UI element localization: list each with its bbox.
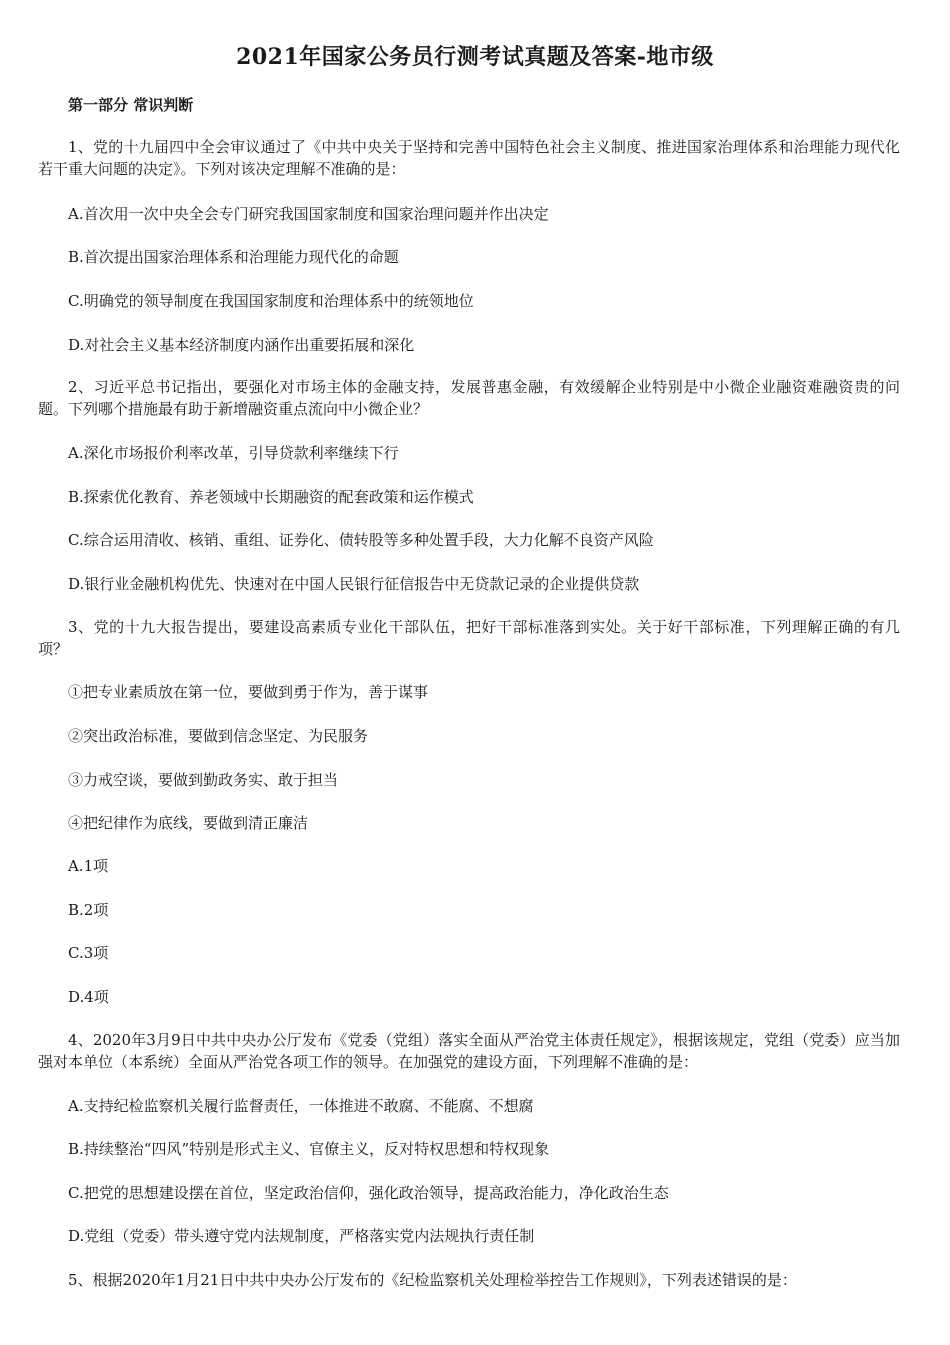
question-3-item-1: ①把专业素质放在第一位，要做到勇于作为，善于谋事 <box>68 683 429 701</box>
question-3-item-2: ②突出政治标准，要做到信念坚定、为民服务 <box>68 727 369 745</box>
question-1-stem: 1、党的十九届四中全会审议通过了《中共中央关于坚持和完善中国特色社会主义制度、推进国家治理体系和治理能力现代化若干重大问题的决定》。下列对该决定理解不准确的是： <box>38 138 900 178</box>
question-1-option-a: A.首次用一次中央全会专门研究我国国家制度和国家治理问题并作出决定 <box>68 205 549 223</box>
question-4-option-a: A.支持纪检监察机关履行监督责任，一体推进不敢腐、不能腐、不想腐 <box>68 1097 534 1115</box>
question-3-option-d: D.4项 <box>68 988 109 1006</box>
question-5-stem: 5、根据2020年1月21日中共中央办公厅发布的《纪检监察机关处理检举控告工作规则》，下列表述错误的是： <box>68 1271 797 1289</box>
question-2-option-d: D.银行业金融机构优先、快速对在中国人民银行征信报告中无贷款记录的企业提供贷款 <box>68 575 640 593</box>
question-2-option-a: A.深化市场报价利率改革，引导贷款利率继续下行 <box>68 444 399 462</box>
document-title: 2021年国家公务员行测考试真题及答案-地市级 <box>236 44 714 70</box>
question-3-item-3: ③力戒空谈，要做到勤政务实、敢于担当 <box>68 771 339 789</box>
section-heading: 第一部分 常识判断 <box>68 96 194 114</box>
question-3-option-c: C.3项 <box>68 944 109 962</box>
question-1-option-b: B.首次提出国家治理体系和治理能力现代化的命题 <box>68 248 399 266</box>
question-1-option-c: C.明确党的领导制度在我国国家制度和治理体系中的统领地位 <box>68 292 474 310</box>
question-4-option-b: B.持续整治“四风”特别是形式主义、官僚主义，反对特权思想和特权现象 <box>68 1140 550 1158</box>
question-3-option-a: A.1项 <box>68 857 109 875</box>
question-3-item-4: ④把纪律作为底线，要做到清正廉洁 <box>68 814 309 832</box>
question-4-stem: 4、2020年3月9日中共中央办公厅发布《党委（党组）落实全面从严治党主体责任规定》，根据该规定，党组（党委）应当加强对本单位（本系统）全面从严治党各项工作的领导。在加强党的建设方面，下列理解不准确的是： <box>38 1031 900 1071</box>
question-2-option-c: C.综合运用清收、核销、重组、证券化、债转股等多种处置手段，大力化解不良资产风险 <box>68 531 654 549</box>
question-3-stem: 3、党的十九大报告提出，要建设高素质专业化干部队伍，把好干部标准落到实处。关于好干部标准，下列理解正确的有几项？ <box>38 618 900 658</box>
question-1-option-d: D.对社会主义基本经济制度内涵作出重要拓展和深化 <box>68 336 415 354</box>
question-2-option-b: B.探索优化教育、养老领域中长期融资的配套政策和运作模式 <box>68 488 474 506</box>
question-3-option-b: B.2项 <box>68 901 109 919</box>
question-2-stem: 2、习近平总书记指出，要强化对市场主体的金融支持，发展普惠金融，有效缓解企业特别是中小微企业融资难融资贵的问题。下列哪个措施最有助于新增融资重点流向中小微企业？ <box>38 378 900 418</box>
question-4-option-c: C.把党的思想建设摆在首位，坚定政治信仰，强化政治领导，提高政治能力，净化政治生态 <box>68 1184 669 1202</box>
question-4-option-d: D.党组（党委）带头遵守党内法规制度，严格落实党内法规执行责任制 <box>68 1227 535 1245</box>
